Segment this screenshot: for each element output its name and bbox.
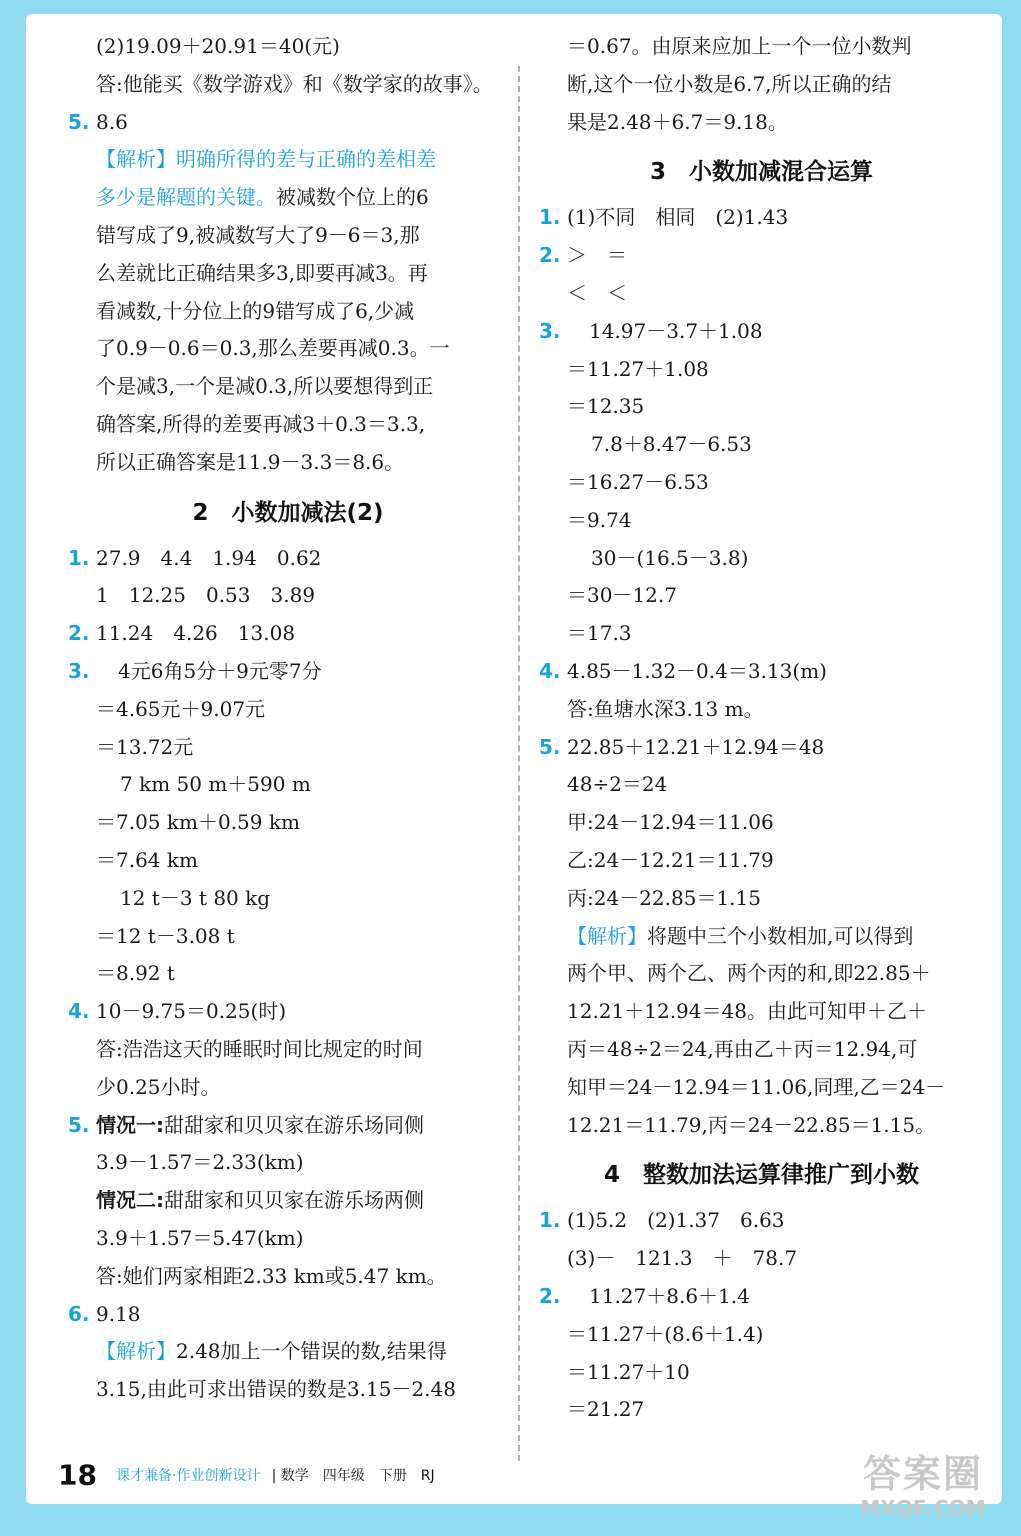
question-number: 1. (539, 1208, 561, 1233)
answer-text: 27.9 4.4 1.94 0.62 (96, 545, 322, 570)
question-number: 4. (68, 999, 90, 1024)
question-4 (68, 993, 508, 1031)
analysis-line (68, 1333, 508, 1371)
question-1 (68, 540, 508, 578)
analysis-line (68, 179, 508, 217)
question-5 (539, 729, 984, 767)
answer-line: 1 12.25 0.53 3.89 (96, 583, 316, 608)
calc-text: 10－9.75＝0.25(时) (96, 999, 287, 1024)
calc-line: ＝17.3 (567, 621, 632, 646)
question-number: 5. (68, 109, 90, 134)
answer-line: 答:浩浩这天的睡眠时间比规定的时间 (96, 1036, 423, 1061)
calc-line: ＝4.65元＋9.07元 (96, 696, 266, 721)
series-name: 课才兼备·作业创新设计 (116, 1467, 261, 1484)
calc-text: 4.85－1.32－0.4＝3.13(m) (567, 658, 827, 683)
question-number: 5. (539, 734, 561, 759)
answer-line: 答:她们两家相距2.33 km或5.47 km。 (96, 1263, 447, 1288)
analysis-text: 2.48加上一个错误的数,结果得 (176, 1339, 447, 1364)
case-text: 甜甜家和贝贝家在游乐场两侧 (164, 1188, 424, 1213)
section-title: 4 整数加法运算律推广到小数 (603, 1162, 919, 1189)
calc-line: ＝30－12.7 (567, 583, 677, 608)
analysis-highlight: 多少是解题的关键。 (96, 185, 276, 210)
analysis-line: 看减数,十分位上的9错写成了6,少减 (96, 298, 415, 323)
question-number: 2. (68, 621, 90, 646)
analysis-line: 断,这个一位小数是6.7,所以正确的结 (567, 71, 892, 96)
answer-text: 11.24 4.26 13.08 (96, 621, 296, 646)
analysis-line: 知甲＝24－12.94＝11.06,同理,乙＝24－ (567, 1074, 946, 1099)
calc-line: ＝12 t－3.08 t (96, 923, 235, 948)
question-number: 3. (68, 658, 90, 683)
calc-text: 11.27＋8.6＋1.4 (589, 1283, 750, 1308)
calc-line: ＝7.05 km＋0.59 km (96, 810, 300, 835)
analysis-line: 果是2.48＋6.7＝9.18。 (567, 109, 788, 134)
question-number: 3. (539, 318, 561, 343)
analysis-line: 两个甲、两个乙、两个丙的和,即22.85＋ (567, 961, 931, 986)
analysis-line: 12.21＝11.79,丙＝24－22.85＝1.15。 (567, 1112, 936, 1137)
answer-text: 8.6 (96, 109, 128, 134)
calc-line: ＝7.64 km (96, 847, 198, 872)
question-3 (68, 653, 508, 691)
question-3 (539, 313, 984, 351)
question-number: 1. (68, 545, 90, 570)
watermark-logo: 答案圈 (862, 1452, 983, 1496)
analysis-line: 么差就比正确结果多3,即要再减3。再 (96, 260, 428, 285)
left-column (68, 28, 508, 1409)
question-number: 1. (539, 205, 561, 230)
page-number: 18 (58, 1458, 97, 1492)
answer-line: (3)－ 121.3 ＋ 78.7 (567, 1246, 798, 1271)
column-divider (518, 66, 520, 1461)
analysis-line: 确答案,所得的差要再减3＋0.3＝3.3, (96, 411, 426, 436)
calc-line: 48÷2＝24 (567, 772, 668, 797)
subject-info: | 数学 四年级 下册 RJ (271, 1467, 435, 1484)
text-line: (2)19.09＋20.91＝40(元) (96, 34, 340, 58)
case-label: 情况二: (96, 1188, 164, 1213)
question-2 (68, 615, 508, 653)
calc-line: ＝11.27＋10 (567, 1359, 690, 1384)
question-1 (539, 1202, 984, 1240)
analysis-line: 所以正确答案是11.9－3.3＝8.6。 (96, 449, 405, 474)
calc-line: 7 km 50 m＋590 m (120, 772, 311, 797)
calc-line: 丙:24－22.85＝1.15 (567, 885, 761, 910)
question-4 (539, 653, 984, 691)
analysis-line (68, 141, 508, 179)
question-2 (539, 237, 984, 275)
analysis-tag: 【解析】 (567, 923, 647, 948)
answer-page (26, 14, 1002, 1504)
analysis-line: 错写成了9,被减数写大了9－6＝3,那 (96, 222, 420, 247)
watermark (843, 1452, 1003, 1520)
question-number: 4. (539, 658, 561, 683)
calc-line: 甲:24－12.94＝11.06 (567, 810, 774, 835)
answer-line: ＜ ＜ (567, 280, 627, 305)
case-label: 情况一: (96, 1112, 164, 1137)
question-5 (68, 104, 508, 142)
question-6 (68, 1296, 508, 1334)
text-line: 答:他能买《数学游戏》和《数学家的故事》。 (96, 71, 493, 96)
calc-line: 3.9＋1.57＝5.47(km) (96, 1225, 304, 1250)
watermark-site: MXQE.COM (860, 1496, 986, 1520)
calc-line: ＝11.27＋(8.6＋1.4) (567, 1321, 764, 1346)
section-title: 3 小数加减混合运算 (649, 159, 873, 186)
analysis-line: 了0.9－0.6＝0.3,那么差要再减0.3。一 (96, 336, 450, 361)
question-number: 2. (539, 1283, 561, 1308)
answer-text: ＞ ＝ (567, 243, 627, 268)
analysis-line: ＝0.67。由原来应加上一个一位小数判 (567, 34, 912, 58)
answer-text: (1)不同 相同 (2)1.43 (567, 205, 789, 230)
question-number: 2. (539, 243, 561, 268)
question-number: 5. (68, 1112, 90, 1137)
case-text: 甜甜家和贝贝家在游乐场同侧 (164, 1112, 424, 1137)
answer-line: 少0.25小时。 (96, 1074, 221, 1099)
calc-line: ＝8.92 t (96, 961, 175, 986)
analysis-line: 3.15,由此可求出错误的数是3.15－2.48 (96, 1377, 456, 1402)
analysis-line: 个是减3,一个是减0.3,所以要想得到正 (96, 374, 434, 399)
calc-text: 14.97－3.7＋1.08 (589, 318, 763, 343)
analysis-tag: 【解析】 (96, 147, 176, 172)
question-1 (539, 199, 984, 237)
calc-line: 乙:24－12.21＝11.79 (567, 847, 774, 872)
analysis-text: 被减数个位上的6 (276, 185, 429, 210)
calc-text: 4元6角5分＋9元零7分 (118, 658, 322, 683)
calc-text: 22.85＋12.21＋12.94＝48 (567, 734, 825, 759)
question-number: 6. (68, 1301, 90, 1326)
answer-text: 9.18 (96, 1301, 141, 1326)
calc-line: ＝21.27 (567, 1397, 645, 1422)
calc-line: ＝13.72元 (96, 734, 194, 759)
calc-line: ＝16.27－6.53 (567, 469, 709, 494)
calc-line: ＝12.35 (567, 394, 645, 419)
right-column (539, 28, 984, 1429)
analysis-line: 丙＝48÷2＝24,再由乙＋丙＝12.94,可 (567, 1036, 918, 1061)
question-5 (68, 1107, 508, 1145)
question-2 (539, 1278, 984, 1316)
calc-line: ＝11.27＋1.08 (567, 356, 709, 381)
calc-line: ＝9.74 (567, 507, 632, 532)
answer-line: 答:鱼塘水深3.13 m。 (567, 696, 764, 721)
section-title: 2 小数加减法(2) (192, 499, 384, 526)
calc-line: 12 t－3 t 80 kg (120, 885, 271, 910)
calc-line: 3.9－1.57＝2.33(km) (96, 1150, 304, 1175)
analysis-line: 12.21＋12.94＝48。由此可知甲＋乙＋ (567, 999, 927, 1024)
case-line (68, 1182, 508, 1220)
answer-text: (1)5.2 (2)1.37 6.63 (567, 1208, 785, 1233)
analysis-text: 将题中三个小数相加,可以得到 (647, 923, 914, 948)
analysis-line (539, 918, 984, 956)
calc-line: 30－(16.5－3.8) (591, 545, 749, 570)
analysis-highlight: 明确所得的差与正确的差相差 (176, 147, 436, 172)
analysis-tag: 【解析】 (96, 1339, 176, 1364)
calc-line: 7.8＋8.47－6.53 (591, 432, 752, 457)
page-footer (58, 1455, 435, 1495)
